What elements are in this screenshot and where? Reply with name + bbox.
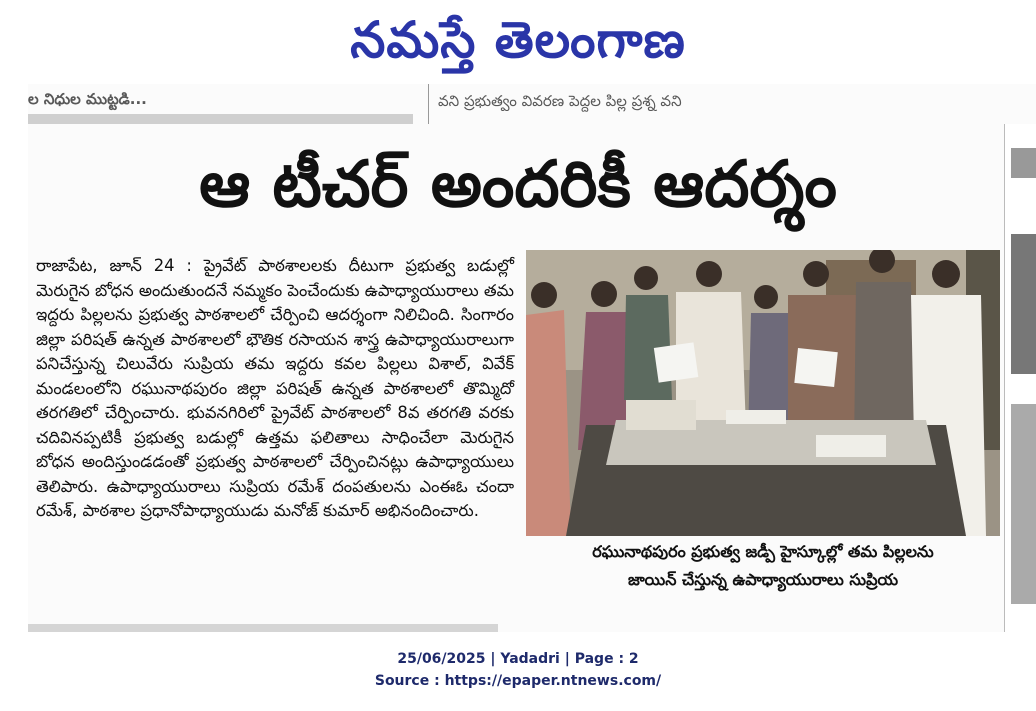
article-body: రాజాపేట, జూన్ 24 : ప్రైవేట్ పాఠశాలలకు దీటుగా ప్రభుత్వ బడుల్లో మెరుగైన బోధన అందుతుందనే నమ్మకం పెంచేందుకు ఉపాధ్యాయురాలు తమ ఇద్దరు పిల్లలను ప్రభుత్వ పాఠశాలలో చేర్పించి ఆదర్శంగా నిలిచింది. సింగారం జిల్లా పరిషత్ ఉన్నత పాఠశాలలో భౌతిక రసాయన శాస్త్ర ఉపాధ్యాయురాలుగా పనిచేస్తున్న చిలువేరు సుప్రియ తమ ఇద్దరు కవల పిల్లలు విశాల్, వివేక్ మండలంలోని రఘునాథపురం జిల్లా పరిషత్ ఉన్నత పాఠశాలలో తొమ్మిదో తరగతిలో చేర్పించారు. భువనగిరిలో ప్రైవేట్ పాఠశాలలో 8వ తరగతి వరకు చదివినప్పటికీ ప్రభుత్వ బడుల్లో ఉత్తమ ఫలితాలు సాధించేలా మెరుగైన బోధన అందిస్తుండడంతో ప్రభుత్వ పాఠశాలలో చేర్పించినట్లు ఉపాధ్యాయులు తెలిపారు. ఉపాధ్యాయురాలు సుప్రియ రమేశ్ దంపతులను ఎంఈఓ చందా రమేశ్, పాఠశాల ప్రధానోపాధ్యాయుడు మనోజ్ కుమార్ అభినందించారు. (36, 256, 514, 520)
footer-source-link[interactable]: Source : https://epaper.ntnews.com/ (374, 673, 662, 689)
adjacent-column-edge (1004, 124, 1036, 632)
photo-illustration (526, 250, 1000, 536)
previous-article-text-right: వని ప్రభుత్వం వివరణ పెద్దల పిల్ల ప్రశ్న వని (438, 92, 682, 110)
article-headline: ఆ టీచర్ అందరికీ ఆదర్శం (199, 148, 837, 222)
photo-caption (526, 538, 1000, 594)
masthead-title: నమస్తే తెలంగాణ (350, 11, 686, 69)
previous-article-text-left: ల నిధుల ముట్టడి... (28, 90, 147, 108)
page-footer (0, 648, 1036, 692)
photo-caption-line-2: జాయిన్ చేస్తున్న ఉపాధ్యాయురాలు సుప్రియ (627, 570, 899, 589)
adjacent-text-fragment (1011, 148, 1036, 178)
newspaper-clipping (28, 84, 1036, 632)
adjacent-text-fragment (1011, 404, 1036, 604)
photo-caption-line-1: రఘునాథపురం ప్రభుత్వ జడ్పీ హైస్కూల్లో తమ పిల్లలను (592, 542, 934, 561)
next-article-strip (28, 624, 498, 632)
previous-article-strip (28, 84, 1036, 124)
divider-bar (28, 114, 413, 124)
footer-date-edition: 25/06/2025 | Yadadri | Page : 2 (397, 651, 639, 667)
column-divider (428, 84, 429, 124)
adjacent-photo-fragment (1011, 234, 1036, 374)
news-photo (526, 250, 1000, 536)
